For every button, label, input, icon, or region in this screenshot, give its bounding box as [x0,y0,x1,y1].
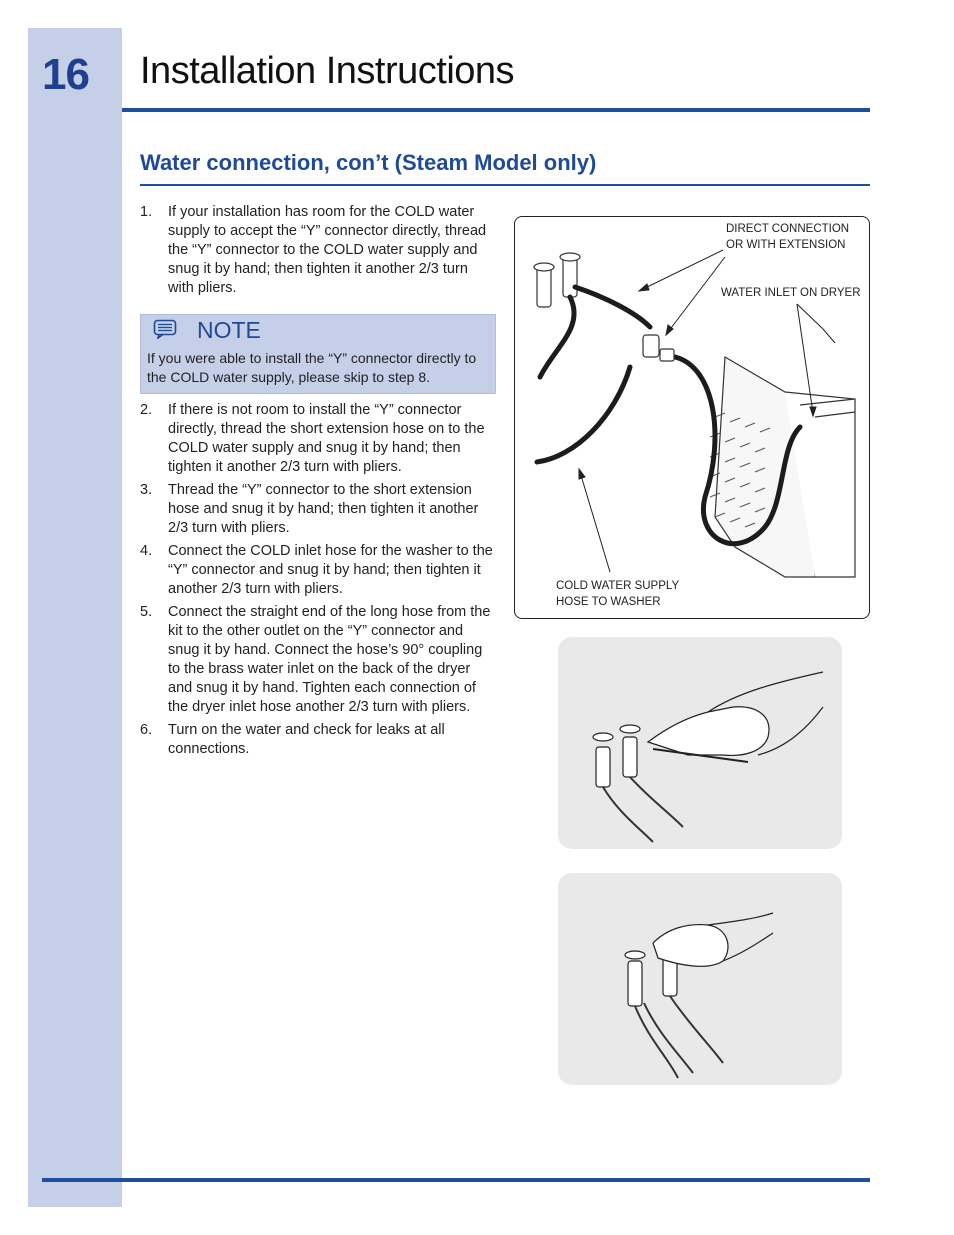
diagram-illustration [515,217,868,617]
header-rule [122,108,870,112]
step-item [140,542,496,599]
step-number: 1. [140,204,153,220]
callout-line: OR WITH EXTENSION [726,239,846,251]
step-number: 6. [140,722,153,738]
step-number: 4. [140,543,153,559]
page-number: 16 [42,50,89,99]
note-icon [153,319,177,344]
pliers-illustration-panel [558,637,842,849]
note-label: NOTE [197,317,261,343]
callout-direct-connection [726,221,849,253]
step-number: 3. [140,482,153,498]
callout-line: COLD WATER SUPPLY [556,580,680,592]
section-heading: Water connection, con’t (Steam Model only) [140,150,597,175]
page-title: Installation Instructions [140,50,515,92]
step-number: 5. [140,604,153,620]
step-text: Connect the straight end of the long hose from the kit to the other outlet on the “Y” connector and snug it by hand. Connect the hose’s 90° coupling to the brass water inlet on the back of the dryer and snug it by hand. Tighten each connection of the dryer inlet hose another 2/3 turn with pliers. [168,604,491,715]
step-text: If your installation has room for the COLD water supply to accept the “Y” connector directly, thread the “Y” connector to the COLD water supply and snug it by hand; then tighten it another 2/3 turn with pliers. [168,204,487,296]
hose-connection-diagram [514,216,870,619]
step-item [140,203,496,298]
footer-rule [42,1178,870,1182]
pliers-hand-illustration [558,637,842,849]
step-item [140,603,496,717]
step-text: Thread the “Y” connector to the short extension hose and snug it by hand; then tighten it another 2/3 turn with pliers. [168,482,479,536]
hand-tighten-illustration-panel [558,873,842,1085]
callout-line: HOSE TO WASHER [556,596,661,608]
steps-list-b [140,401,496,763]
step-item [140,721,496,759]
step-text: Turn on the water and check for leaks at all connections. [168,722,445,757]
section-rule [140,184,870,186]
step-text: Connect the COLD inlet hose for the washer to the “Y” connector and snug it by hand; then tighten it another 2/3 turn with pliers. [168,543,493,597]
step-item [140,401,496,477]
step-number: 2. [140,402,153,418]
callout-line: DIRECT CONNECTION [726,223,850,235]
note-box [140,314,496,394]
note-text: If you were able to install the “Y” connector directly to the COLD water supply, please skip to step 8. [147,350,477,385]
callout-water-inlet: WATER INLET ON DRYER [721,287,861,299]
page-sidebar [28,28,122,1207]
step-item [140,481,496,538]
hand-tighten-illustration [558,873,842,1085]
steps-list-a [140,203,496,302]
step-text: If there is not room to install the “Y” connector directly, thread the short extension hose on to the COLD water supply and snug it by hand; then tighten it another 2/3 turn with pliers. [168,402,485,475]
callout-cold-water-supply [556,578,679,610]
